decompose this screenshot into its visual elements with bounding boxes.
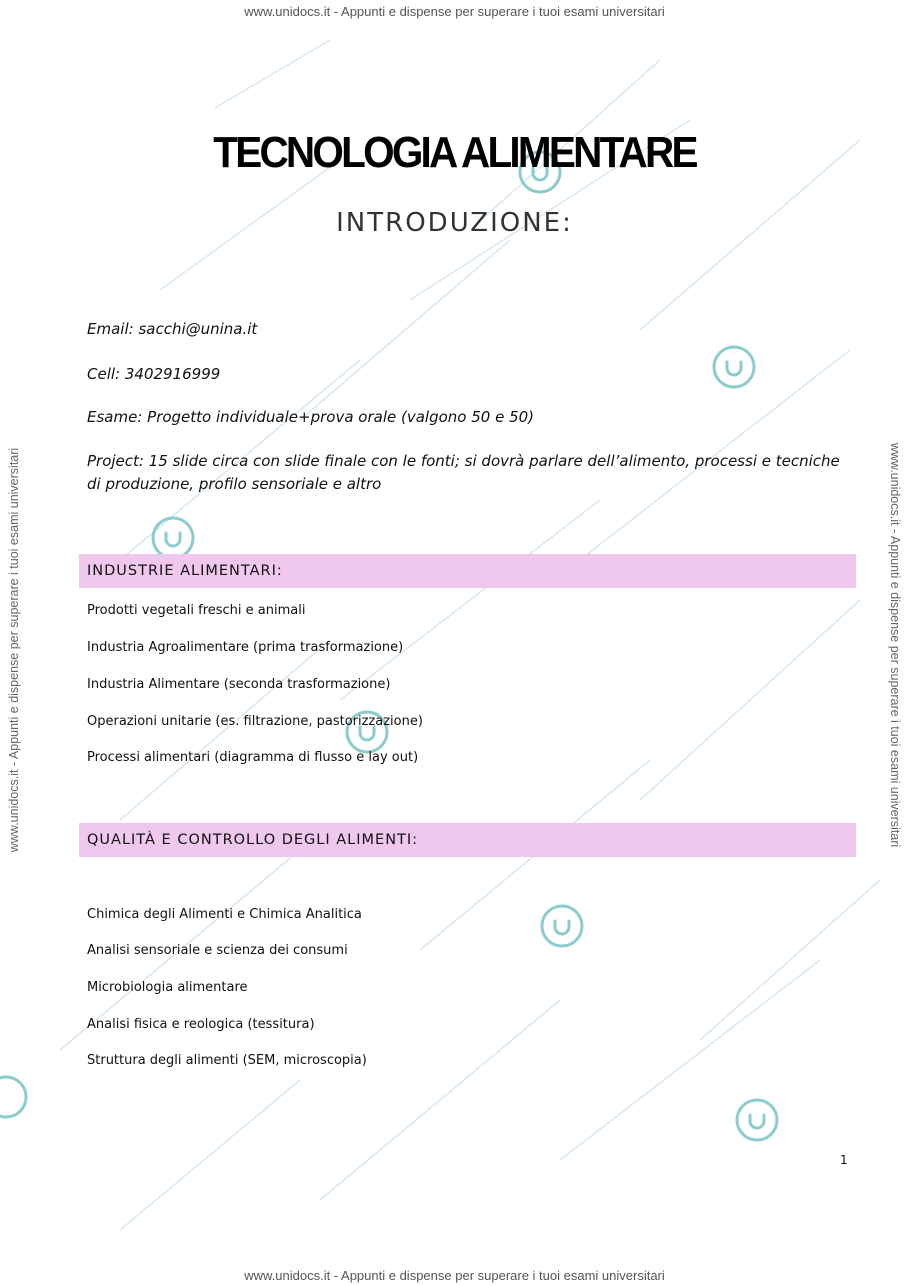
list-item: Processi alimentari (diagramma di flusso e lay out) <box>87 750 419 765</box>
info-phone: Cell: 3402916999 <box>87 365 221 383</box>
list-item: Microbiologia alimentare <box>87 980 248 995</box>
list-item: Prodotti vegetali freschi e animali <box>87 603 306 618</box>
list-item: Analisi sensoriale e scienza dei consumi <box>87 943 348 958</box>
section-heading-qualita: QUALITÀ E CONTROLLO DEGLI ALIMENTI: <box>79 823 856 857</box>
list-item: Struttura degli alimenti (SEM, microscopia) <box>87 1053 367 1068</box>
watermark-left: www.unidocs.it - Appunti e dispense per superare i tuoi esami universitari <box>7 447 21 853</box>
page-number: 1 <box>840 1153 848 1167</box>
list-item: Industria Agroalimentare (prima trasformazione) <box>87 640 404 655</box>
list-item: Industria Alimentare (seconda trasformazione) <box>87 677 391 692</box>
watermark-right: www.unidocs.it - Appunti e dispense per superare i tuoi esami universitari <box>888 442 902 848</box>
list-item: Operazioni unitarie (es. filtrazione, pastorizzazione) <box>87 714 423 729</box>
watermark-bottom: www.unidocs.it - Appunti e dispense per superare i tuoi esami universitari <box>244 1268 665 1283</box>
info-email: Email: sacchi@unina.it <box>87 320 258 338</box>
watermark-top: www.unidocs.it - Appunti e dispense per superare i tuoi esami universitari <box>244 4 665 19</box>
list-item: Chimica degli Alimenti e Chimica Analitica <box>87 907 362 922</box>
list-item: Analisi fisica e reologica (tessitura) <box>87 1017 315 1032</box>
section-heading-industrie: INDUSTRIE ALIMENTARI: <box>79 554 856 588</box>
document-subtitle: INTRODUZIONE: <box>336 208 573 238</box>
document-title: TECNOLOGIA ALIMENTARE <box>213 128 696 177</box>
info-project: Project: 15 slide circa con slide finale con le fonti; si dovrà parlare dell’alimento, processi e tecniche di produzione, profilo sensoriale e altro <box>87 452 840 493</box>
info-exam: Esame: Progetto individuale+prova orale (valgono 50 e 50) <box>87 408 535 426</box>
